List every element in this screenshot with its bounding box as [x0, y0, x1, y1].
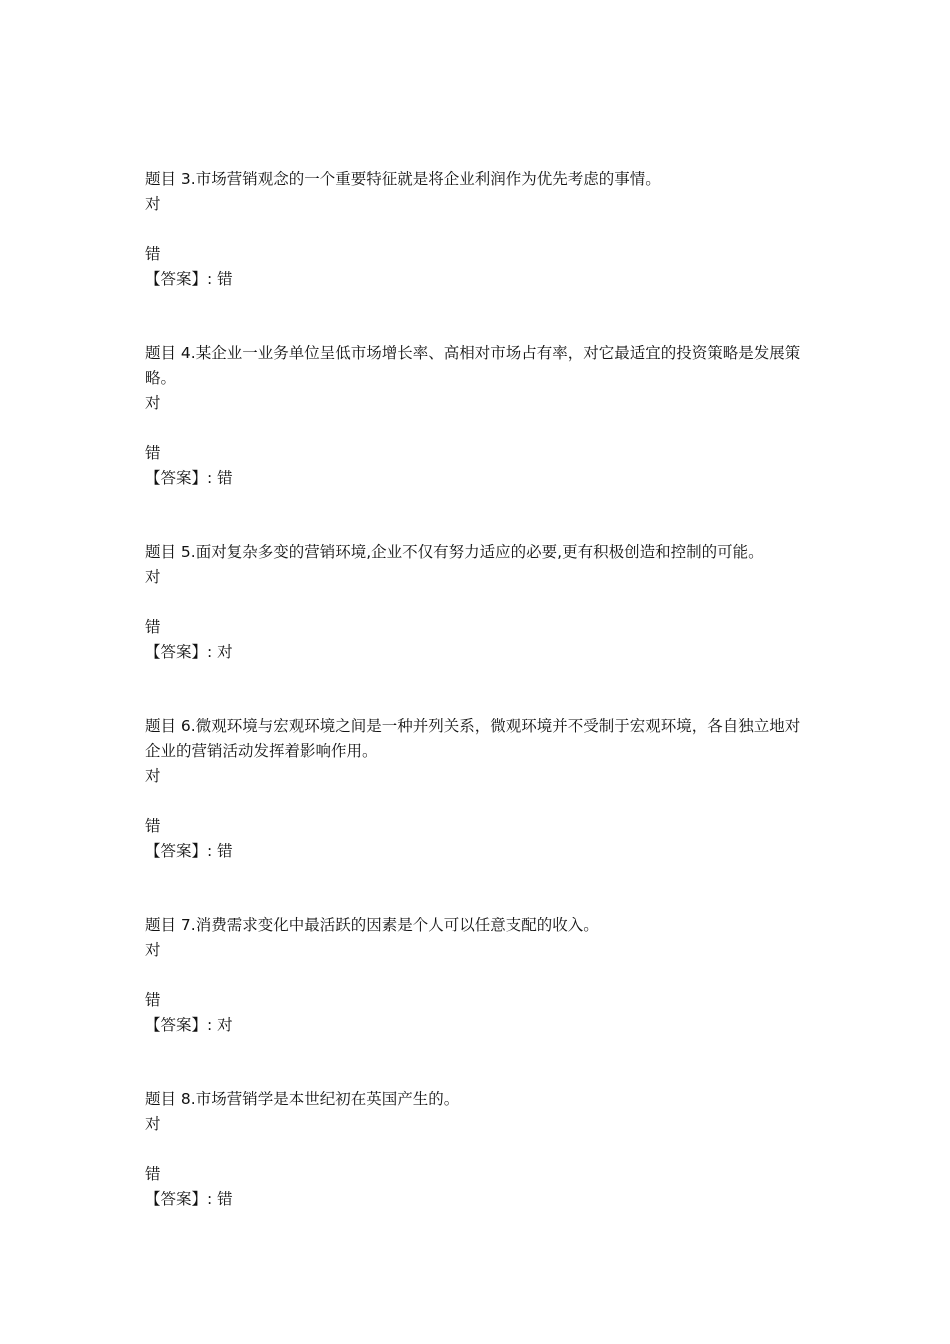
- option-true: 对: [145, 767, 161, 785]
- answer-line: 【答案】: 错: [145, 270, 233, 288]
- option-true: 对: [145, 1115, 161, 1133]
- answer-line: 【答案】: 错: [145, 842, 233, 860]
- question-text: 题目 5.面对复杂多变的营销环境,企业不仅有努力适应的必要,更有积极创造和控制的可能。: [145, 543, 764, 561]
- option-false: 错: [145, 618, 161, 636]
- option-false: 错: [145, 1165, 161, 1183]
- option-true: 对: [145, 941, 161, 959]
- option-spacer: [145, 789, 815, 814]
- answer-line: 【答案】: 错: [145, 1190, 233, 1208]
- option-false: 错: [145, 245, 161, 263]
- question-block: [145, 714, 815, 864]
- option-spacer: [145, 217, 815, 242]
- question-block: [145, 341, 815, 491]
- option-false: 错: [145, 991, 161, 1009]
- option-spacer: [145, 416, 815, 441]
- question-block: [145, 540, 815, 665]
- question-text: 题目 4.某企业一业务单位呈低市场增长率、高相对市场占有率，对它最适宜的投资策略是发展策略。: [145, 344, 801, 387]
- answer-line: 【答案】: 对: [145, 643, 233, 661]
- option-spacer: [145, 590, 815, 615]
- question-block: [145, 167, 815, 292]
- question-text: 题目 8.市场营销学是本世纪初在英国产生的。: [145, 1090, 460, 1108]
- option-true: 对: [145, 195, 161, 213]
- question-text: 题目 7.消费需求变化中最活跃的因素是个人可以任意支配的收入。: [145, 916, 599, 934]
- answer-line: 【答案】: 错: [145, 469, 233, 487]
- option-false: 错: [145, 444, 161, 462]
- answer-line: 【答案】: 对: [145, 1016, 233, 1034]
- option-true: 对: [145, 394, 161, 412]
- option-false: 错: [145, 817, 161, 835]
- option-true: 对: [145, 568, 161, 586]
- question-block: [145, 913, 815, 1038]
- question-block: [145, 1087, 815, 1212]
- question-text: 题目 3.市场营销观念的一个重要特征就是将企业利润作为优先考虑的事情。: [145, 170, 661, 188]
- question-text: 题目 6.微观环境与宏观环境之间是一种并列关系，微观环境并不受制于宏观环境，各自独立地对企业的营销活动发挥着影响作用。: [145, 717, 801, 760]
- option-spacer: [145, 963, 815, 988]
- option-spacer: [145, 1137, 815, 1162]
